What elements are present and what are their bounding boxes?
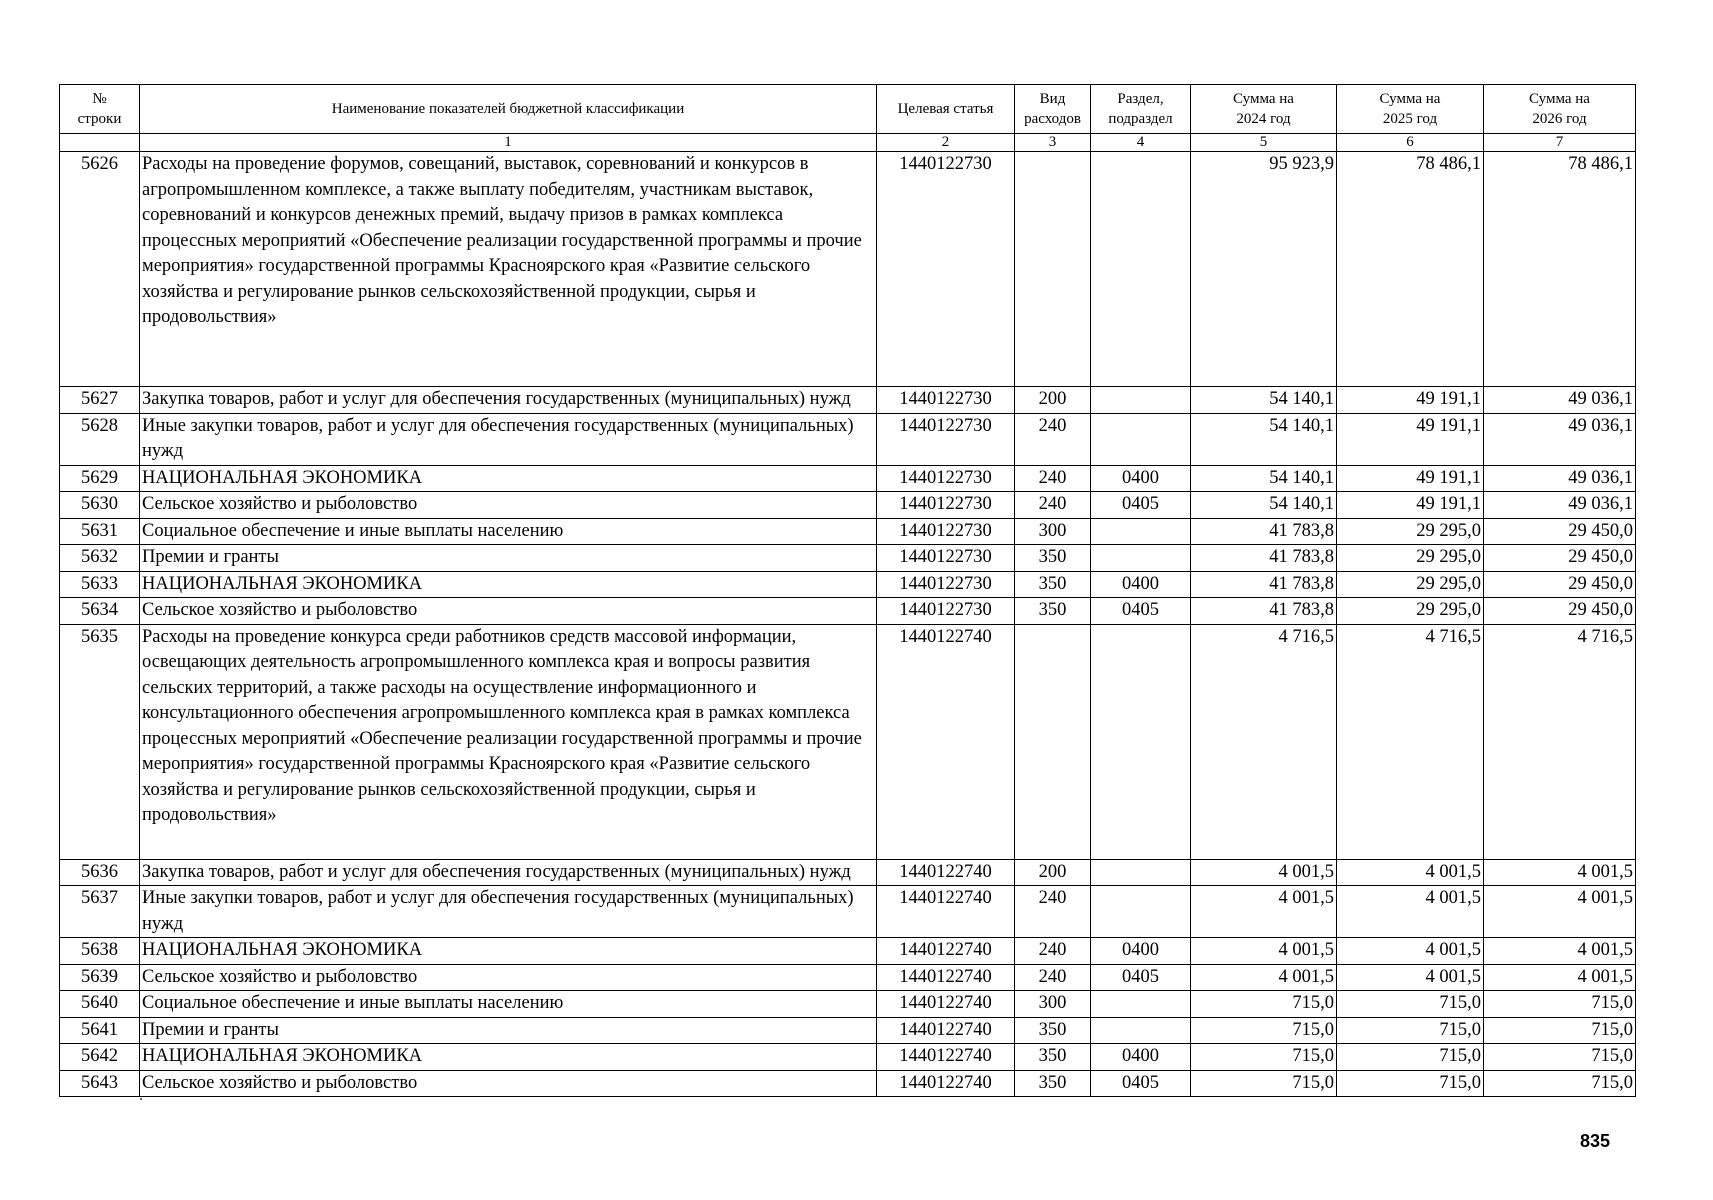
row-number: 5630 bbox=[60, 492, 140, 519]
row-expense-type: 350 bbox=[1015, 1070, 1091, 1097]
row-target-article: 1440122730 bbox=[877, 465, 1015, 492]
column-number bbox=[60, 134, 140, 152]
row-sum-2026: 715,0 bbox=[1484, 1070, 1636, 1097]
row-expense-type: 240 bbox=[1015, 886, 1091, 938]
row-sum-2024: 4 001,5 bbox=[1191, 938, 1337, 965]
row-sum-2024: 54 140,1 bbox=[1191, 492, 1337, 519]
row-sum-2024: 4 001,5 bbox=[1191, 859, 1337, 886]
row-number: 5638 bbox=[60, 938, 140, 965]
row-sum-2025: 49 191,1 bbox=[1337, 387, 1484, 414]
row-number: 5626 bbox=[60, 152, 140, 387]
row-sum-2026: 715,0 bbox=[1484, 1044, 1636, 1071]
row-expense-type: 200 bbox=[1015, 859, 1091, 886]
row-sum-2026: 49 036,1 bbox=[1484, 465, 1636, 492]
row-sum-2024: 41 783,8 bbox=[1191, 571, 1337, 598]
row-sum-2025: 29 295,0 bbox=[1337, 518, 1484, 545]
row-sum-2025: 78 486,1 bbox=[1337, 152, 1484, 387]
header-name: Наименование показателей бюджетной классификации bbox=[140, 85, 877, 134]
row-sum-2024: 41 783,8 bbox=[1191, 598, 1337, 625]
row-name: Закупка товаров, работ и услуг для обеспечения государственных (муниципальных) нужд bbox=[140, 387, 877, 414]
row-sum-2025: 29 295,0 bbox=[1337, 598, 1484, 625]
table-body bbox=[60, 152, 1636, 1097]
row-number: 5636 bbox=[60, 859, 140, 886]
table-header bbox=[60, 85, 1636, 152]
table-row bbox=[60, 991, 1636, 1018]
column-number: 2 bbox=[877, 134, 1015, 152]
row-name: Расходы на проведение форумов, совещаний, выставок, соревнований и конкурсов в агропромышленном комплексе, а также выплату победителям, участникам выставок, соревнований и конкурсов денежных премий, выдачу призов в рамках комплекса процессных мероприятий «Обеспечение реализации государственной программы и прочие мероприятия» государственной программы Красноярского края «Развитие сельского хозяйства и регулирование рынков сельскохозяйственной продукции, сырья и продовольствия» bbox=[140, 152, 877, 387]
row-sum-2024: 95 923,9 bbox=[1191, 152, 1337, 387]
row-section: 0400 bbox=[1091, 1044, 1191, 1071]
row-section bbox=[1091, 152, 1191, 387]
row-sum-2025: 49 191,1 bbox=[1337, 465, 1484, 492]
row-number: 5627 bbox=[60, 387, 140, 414]
column-number-row bbox=[60, 134, 1636, 152]
table-row bbox=[60, 152, 1636, 387]
row-sum-2026: 29 450,0 bbox=[1484, 571, 1636, 598]
row-section bbox=[1091, 518, 1191, 545]
row-section bbox=[1091, 387, 1191, 414]
page-number: 835 bbox=[1580, 1131, 1611, 1151]
row-sum-2026: 715,0 bbox=[1484, 991, 1636, 1018]
row-sum-2026: 49 036,1 bbox=[1484, 492, 1636, 519]
row-sum-2024: 715,0 bbox=[1191, 1044, 1337, 1071]
row-section bbox=[1091, 1017, 1191, 1044]
row-number: 5634 bbox=[60, 598, 140, 625]
row-sum-2025: 49 191,1 bbox=[1337, 413, 1484, 465]
row-target-article: 1440122730 bbox=[877, 545, 1015, 572]
row-number: 5631 bbox=[60, 518, 140, 545]
row-target-article: 1440122730 bbox=[877, 152, 1015, 387]
row-name: НАЦИОНАЛЬНАЯ ЭКОНОМИКА bbox=[140, 938, 877, 965]
row-sum-2024: 41 783,8 bbox=[1191, 518, 1337, 545]
table-row bbox=[60, 1044, 1636, 1071]
row-target-article: 1440122740 bbox=[877, 1070, 1015, 1097]
row-sum-2025: 4 001,5 bbox=[1337, 964, 1484, 991]
row-name: Сельское хозяйство и рыболовство bbox=[140, 492, 877, 519]
row-sum-2024: 4 716,5 bbox=[1191, 624, 1337, 859]
table-row bbox=[60, 545, 1636, 572]
row-sum-2026: 715,0 bbox=[1484, 1017, 1636, 1044]
row-number: 5635 bbox=[60, 624, 140, 859]
row-sum-2026: 29 450,0 bbox=[1484, 545, 1636, 572]
row-sum-2025: 715,0 bbox=[1337, 1044, 1484, 1071]
row-sum-2025: 4 001,5 bbox=[1337, 886, 1484, 938]
row-number: 5640 bbox=[60, 991, 140, 1018]
row-expense-type: 200 bbox=[1015, 387, 1091, 414]
header-row-num: № строки bbox=[60, 85, 140, 134]
row-name: НАЦИОНАЛЬНАЯ ЭКОНОМИКА bbox=[140, 465, 877, 492]
row-name: Закупка товаров, работ и услуг для обеспечения государственных (муниципальных) нужд bbox=[140, 859, 877, 886]
row-name: НАЦИОНАЛЬНАЯ ЭКОНОМИКА bbox=[140, 571, 877, 598]
row-section: 0400 bbox=[1091, 571, 1191, 598]
header-sum-2025: Сумма на 2025 год bbox=[1337, 85, 1484, 134]
table-row bbox=[60, 1070, 1636, 1097]
row-name: Сельское хозяйство и рыболовство bbox=[140, 598, 877, 625]
row-sum-2026: 4 716,5 bbox=[1484, 624, 1636, 859]
row-sum-2024: 4 001,5 bbox=[1191, 964, 1337, 991]
table-row bbox=[60, 886, 1636, 938]
row-section bbox=[1091, 886, 1191, 938]
row-section bbox=[1091, 624, 1191, 859]
row-sum-2025: 29 295,0 bbox=[1337, 571, 1484, 598]
row-section: 0405 bbox=[1091, 1070, 1191, 1097]
table-row bbox=[60, 518, 1636, 545]
table-row bbox=[60, 964, 1636, 991]
row-target-article: 1440122740 bbox=[877, 624, 1015, 859]
row-expense-type: 350 bbox=[1015, 1017, 1091, 1044]
header-sum-2024: Сумма на 2024 год bbox=[1191, 85, 1337, 134]
row-section bbox=[1091, 545, 1191, 572]
row-sum-2025: 715,0 bbox=[1337, 1017, 1484, 1044]
row-sum-2025: 4 001,5 bbox=[1337, 938, 1484, 965]
row-target-article: 1440122730 bbox=[877, 387, 1015, 414]
row-expense-type: 350 bbox=[1015, 545, 1091, 572]
row-section bbox=[1091, 413, 1191, 465]
row-sum-2025: 29 295,0 bbox=[1337, 545, 1484, 572]
row-name: Социальное обеспечение и иные выплаты населению bbox=[140, 518, 877, 545]
row-name: Премии и гранты bbox=[140, 545, 877, 572]
row-sum-2026: 4 001,5 bbox=[1484, 886, 1636, 938]
header-sum-2026: Сумма на 2026 год bbox=[1484, 85, 1636, 134]
column-number: 6 bbox=[1337, 134, 1484, 152]
row-expense-type bbox=[1015, 624, 1091, 859]
row-name: Социальное обеспечение и иные выплаты населению bbox=[140, 991, 877, 1018]
row-target-article: 1440122740 bbox=[877, 859, 1015, 886]
column-number: 7 bbox=[1484, 134, 1636, 152]
row-expense-type: 240 bbox=[1015, 938, 1091, 965]
row-target-article: 1440122740 bbox=[877, 938, 1015, 965]
row-expense-type: 350 bbox=[1015, 598, 1091, 625]
table-row bbox=[60, 624, 1636, 859]
column-number: 1 bbox=[140, 134, 877, 152]
row-expense-type bbox=[1015, 152, 1091, 387]
row-sum-2025: 715,0 bbox=[1337, 1070, 1484, 1097]
table-row bbox=[60, 492, 1636, 519]
row-expense-type: 350 bbox=[1015, 571, 1091, 598]
row-sum-2024: 715,0 bbox=[1191, 1017, 1337, 1044]
row-sum-2026: 78 486,1 bbox=[1484, 152, 1636, 387]
row-target-article: 1440122740 bbox=[877, 886, 1015, 938]
row-section: 0405 bbox=[1091, 964, 1191, 991]
row-sum-2026: 4 001,5 bbox=[1484, 859, 1636, 886]
column-number: 3 bbox=[1015, 134, 1091, 152]
row-name: Премии и гранты bbox=[140, 1017, 877, 1044]
row-section: 0405 bbox=[1091, 598, 1191, 625]
header-target-article: Целевая статья bbox=[877, 85, 1015, 134]
table-row bbox=[60, 859, 1636, 886]
row-number: 5628 bbox=[60, 413, 140, 465]
scan-dot bbox=[140, 1098, 142, 1100]
row-sum-2025: 49 191,1 bbox=[1337, 492, 1484, 519]
row-target-article: 1440122740 bbox=[877, 964, 1015, 991]
row-number: 5639 bbox=[60, 964, 140, 991]
row-name: НАЦИОНАЛЬНАЯ ЭКОНОМИКА bbox=[140, 1044, 877, 1071]
row-sum-2024: 4 001,5 bbox=[1191, 886, 1337, 938]
row-expense-type: 240 bbox=[1015, 413, 1091, 465]
row-section: 0400 bbox=[1091, 938, 1191, 965]
row-target-article: 1440122730 bbox=[877, 518, 1015, 545]
row-number: 5643 bbox=[60, 1070, 140, 1097]
row-target-article: 1440122730 bbox=[877, 413, 1015, 465]
row-number: 5633 bbox=[60, 571, 140, 598]
row-expense-type: 240 bbox=[1015, 964, 1091, 991]
row-section bbox=[1091, 859, 1191, 886]
row-name: Сельское хозяйство и рыболовство bbox=[140, 964, 877, 991]
budget-table bbox=[59, 84, 1636, 1097]
row-number: 5637 bbox=[60, 886, 140, 938]
table-row bbox=[60, 571, 1636, 598]
row-target-article: 1440122740 bbox=[877, 1017, 1015, 1044]
row-target-article: 1440122730 bbox=[877, 492, 1015, 519]
table-row bbox=[60, 598, 1636, 625]
table-row bbox=[60, 465, 1636, 492]
row-expense-type: 300 bbox=[1015, 991, 1091, 1018]
row-expense-type: 350 bbox=[1015, 1044, 1091, 1071]
row-sum-2026: 4 001,5 bbox=[1484, 964, 1636, 991]
row-sum-2026: 29 450,0 bbox=[1484, 598, 1636, 625]
row-sum-2024: 41 783,8 bbox=[1191, 545, 1337, 572]
row-sum-2024: 54 140,1 bbox=[1191, 387, 1337, 414]
row-target-article: 1440122740 bbox=[877, 1044, 1015, 1071]
row-name: Иные закупки товаров, работ и услуг для обеспечения государственных (муниципальных) нужд bbox=[140, 886, 877, 938]
row-number: 5629 bbox=[60, 465, 140, 492]
row-sum-2026: 49 036,1 bbox=[1484, 387, 1636, 414]
row-expense-type: 240 bbox=[1015, 492, 1091, 519]
table-row bbox=[60, 1017, 1636, 1044]
table-row bbox=[60, 938, 1636, 965]
row-number: 5641 bbox=[60, 1017, 140, 1044]
row-section: 0405 bbox=[1091, 492, 1191, 519]
row-target-article: 1440122730 bbox=[877, 598, 1015, 625]
row-section bbox=[1091, 991, 1191, 1018]
table-row bbox=[60, 413, 1636, 465]
row-sum-2024: 54 140,1 bbox=[1191, 413, 1337, 465]
header-expense-type: Вид расходов bbox=[1015, 85, 1091, 134]
column-number: 5 bbox=[1191, 134, 1337, 152]
row-sum-2026: 4 001,5 bbox=[1484, 938, 1636, 965]
row-expense-type: 240 bbox=[1015, 465, 1091, 492]
row-sum-2025: 4 716,5 bbox=[1337, 624, 1484, 859]
column-number: 4 bbox=[1091, 134, 1191, 152]
row-sum-2025: 715,0 bbox=[1337, 991, 1484, 1018]
row-number: 5632 bbox=[60, 545, 140, 572]
header-section: Раздел, подраздел bbox=[1091, 85, 1191, 134]
row-expense-type: 300 bbox=[1015, 518, 1091, 545]
header-row bbox=[60, 85, 1636, 134]
row-target-article: 1440122730 bbox=[877, 571, 1015, 598]
row-sum-2024: 54 140,1 bbox=[1191, 465, 1337, 492]
row-name: Сельское хозяйство и рыболовство bbox=[140, 1070, 877, 1097]
row-section: 0400 bbox=[1091, 465, 1191, 492]
row-name: Расходы на проведение конкурса среди работников средств массовой информации, освещающих деятельность агропромышленного комплекса края и вопросы развития сельских территорий, а также расходы на осуществление информационного и консультационного обеспечения агропромышленного комплекса края в рамках комплекса процессных мероприятий «Обеспечение реализации государственной программы и прочие мероприятия» государственной программы Красноярского края «Развитие сельского хозяйства и регулирование рынков сельскохозяйственной продукции, сырья и продовольствия» bbox=[140, 624, 877, 859]
row-sum-2026: 29 450,0 bbox=[1484, 518, 1636, 545]
row-target-article: 1440122740 bbox=[877, 991, 1015, 1018]
row-number: 5642 bbox=[60, 1044, 140, 1071]
row-sum-2026: 49 036,1 bbox=[1484, 413, 1636, 465]
table-row bbox=[60, 387, 1636, 414]
row-sum-2024: 715,0 bbox=[1191, 991, 1337, 1018]
row-name: Иные закупки товаров, работ и услуг для обеспечения государственных (муниципальных) нужд bbox=[140, 413, 877, 465]
row-sum-2025: 4 001,5 bbox=[1337, 859, 1484, 886]
row-sum-2024: 715,0 bbox=[1191, 1070, 1337, 1097]
